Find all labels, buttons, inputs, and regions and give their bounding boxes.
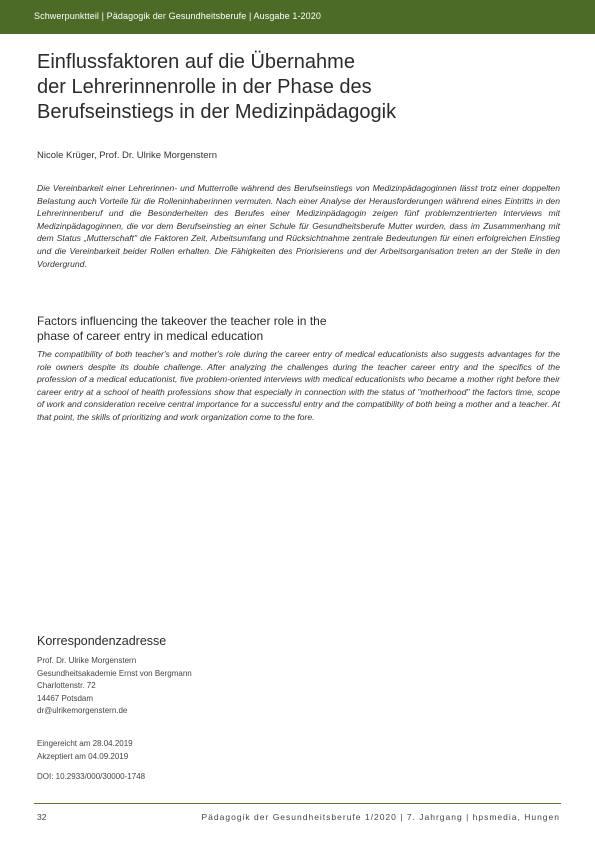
submitted-date: Eingereicht am 28.04.2019 — [37, 739, 133, 748]
title-line: Einflussfaktoren auf die Übernahme — [37, 51, 355, 73]
header-bar — [0, 0, 595, 34]
english-title — [37, 314, 517, 343]
author-line: Nicole Krüger, Prof. Dr. Ulrike Morgenstern — [37, 150, 218, 161]
title-line: der Lehrerinnenrolle in der Phase des — [37, 76, 372, 98]
correspondence-heading: Korrespondenzadresse — [37, 634, 167, 648]
address-street: Charlottenstr. 72 — [37, 681, 96, 691]
title-line: Berufseinstiegs in der Medizinpädagogik — [37, 101, 397, 123]
abstract-german: Die Vereinbarkeit einer Lehrerinnen- und Mutterrolle während des Berufseinstiegs von Medizinpädagoginnen lässt trotz einer doppelten Belastung auch Vorteile für die Rolleninhaberinnen vermuten. Nach einer Analyse der Herausforderungen während eines Eintritts in den Lehrerinnenberuf und die Besonderheiten des Berufes einer Medizinpädagogin zeigen fünf problemzentrierten Interviews mit Medizinpädagoginnen, die vor dem Berufseinstieg an einer Schule für Gesundheitsberufe Mutter wurden, dass im Zusammenhang mit dem Status „Mutterschaft" die Faktoren Zeit, Arbeitsumfang und Rücksichtnahme zentrale Bedeutungen für einen erfolgreichen Einstieg und die Vereinbarkeit beider Rollen erhalten. Die Fähigkeiten des Priorisierens und der Arbeitsorganisation treten an der Stelle in den Vordergrund. — [37, 183, 560, 269]
address-institution: Gesundheitsakademie Ernst von Bergmann — [37, 668, 192, 678]
english-title-line: phase of career entry in medical education — [37, 328, 264, 343]
address-name: Prof. Dr. Ulrike Morgenstern — [37, 656, 137, 665]
page-number: 32 — [37, 812, 47, 822]
doi: DOI: 10.2933/000/30000-1748 — [37, 772, 146, 781]
journal-info: Pädagogik der Gesundheitsberufe 1/2020 | 7. Jahrgang | hpsmedia, Hungen — [201, 812, 560, 822]
running-head: Schwerpunktteil | Pädagogik der Gesundheitsberufe | Ausgabe 1-2020 — [34, 11, 321, 21]
submission-dates — [37, 738, 133, 763]
address-city: 14467 Potsdam — [37, 693, 94, 703]
article-title — [37, 50, 557, 125]
accepted-date: Akzeptiert am 04.09.2019 — [37, 751, 129, 761]
footer-divider — [34, 803, 561, 804]
abstract-english: The compatibility of both teacher's and mother's role during the career entry of medical educationists also suggests advantages for the role owners despite its double challenge. After analyzing the challenges during the teacher career entry and the specifics of the profession of a medical educationist, five problem-oriented interviews with medical educationists who became a mother right before their career entry at a school of health professions show that especially in connection with the status of "motherhood" the factors time, scope of work and consideration receive central importance for a successful entry and the compatibility of both being a mother and a teacher. At that point, the skills of prioritizing and work organization come to the fore. — [37, 349, 560, 422]
correspondence-address — [37, 655, 192, 718]
address-email: dr@ulrikemorgenstern.de — [37, 706, 128, 716]
english-title-line: Factors influencing the takeover the teacher role in the — [37, 314, 327, 328]
